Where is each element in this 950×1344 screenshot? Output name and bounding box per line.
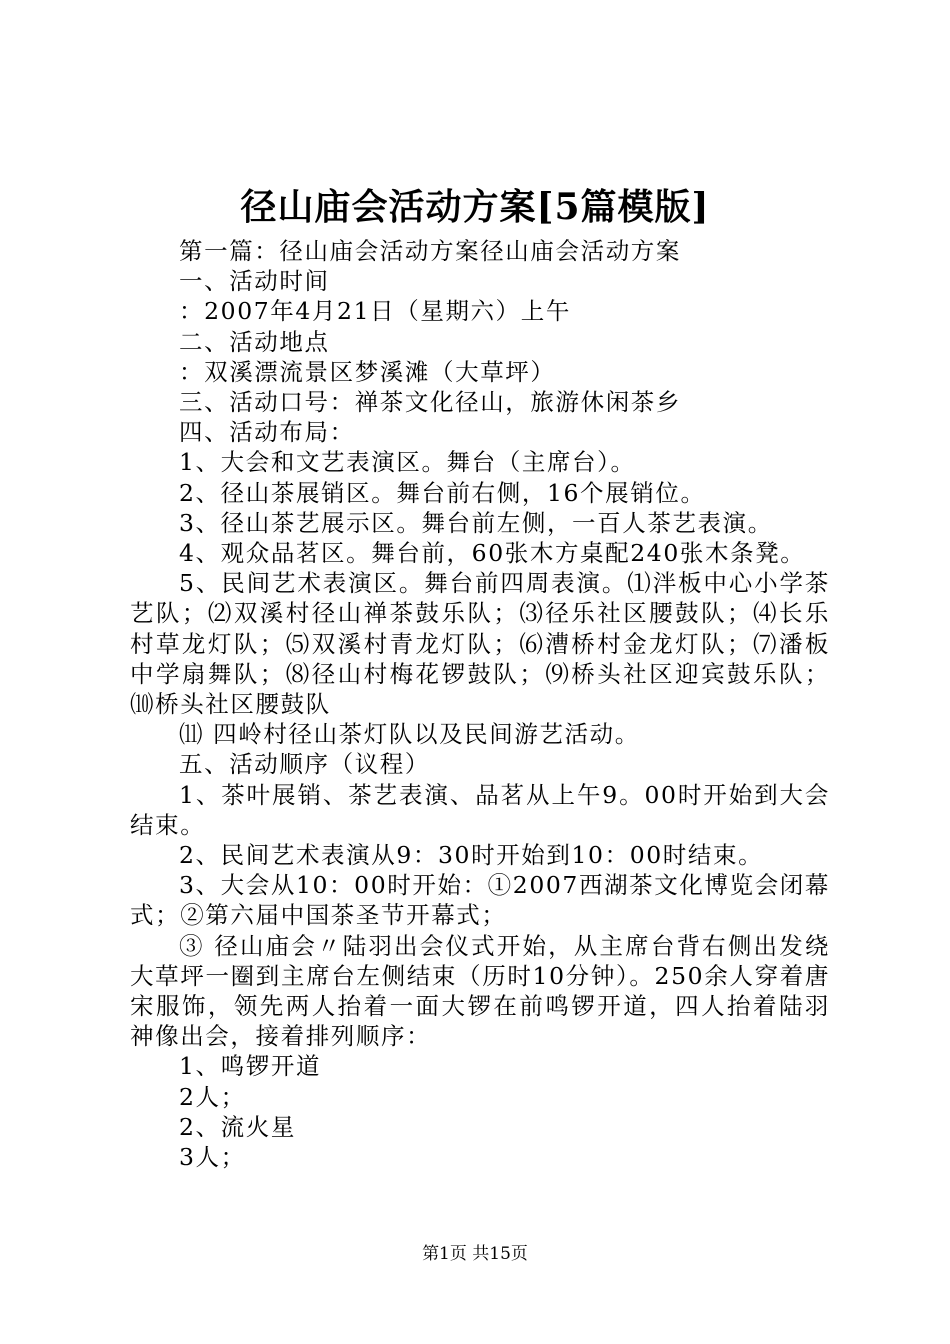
paragraph: 2、民间艺术表演从9：30时开始到10：00时结束。 (179, 841, 764, 870)
paragraph: 三、活动口号：禅茶文化径山，旅游休闲茶乡 (179, 388, 681, 417)
paragraph: ：2007年4月21日（星期六）上午 (179, 297, 571, 326)
paragraph: 1、鸣锣开道 (179, 1052, 322, 1081)
paragraph: 二、活动地点 (179, 327, 330, 356)
paragraph: 5、民间艺术表演区。舞台前四周表演。⑴泮板中心小学茶艺队；⑵双溪村径山禅茶鼓乐队；⑶径乐社区腰鼓队；⑷长乐村草龙灯队；⑸双溪村青龙灯队；⑹漕桥村金龙灯队；⑺潘板中学扇舞队；⑻径山村梅花锣鼓队；⑼桥头社区迎宾鼓乐队；⑽桥头社区腰鼓队 (130, 569, 830, 719)
page-number-footer: 第1页 共15页 (422, 1244, 528, 1264)
paragraph: 四、活动布局： (179, 418, 355, 447)
paragraph: ⑾ 四岭村径山茶灯队以及民间游艺活动。 (179, 720, 640, 749)
paragraph: 3、径山茶艺展示区。舞台前左侧，一百人茶艺表演。 (179, 508, 773, 537)
paragraph: 1、茶叶展销、茶艺表演、品茗从上午9。00时开始到大会结束。 (130, 780, 830, 839)
paragraph: 1、大会和文艺表演区。舞台（主席台）。 (179, 448, 636, 477)
document-body (130, 236, 830, 1172)
document-title: 径山庙会活动方案[5篇模版] (240, 186, 710, 228)
paragraph: 3、大会从10：00时开始：①2007西湖茶文化博览会闭幕式；②第六届中国茶圣节开幕式； (130, 871, 830, 930)
paragraph: 3人； (179, 1143, 246, 1172)
paragraph: 4、观众品茗区。舞台前，60张木方桌配240张木条凳。 (179, 539, 806, 568)
paragraph: ③ 径山庙会〃陆羽出会仪式开始，从主席台背右侧出发绕大草坪一圈到主席台左侧结束（历时10分钟）。250余人穿着唐宋服饰，领先两人抬着一面大锣在前鸣锣开道，四人抬着陆羽神像出会，接着排列顺序： (130, 931, 830, 1051)
paragraph: ：双溪漂流景区梦溪滩（大草坪） (179, 357, 556, 386)
paragraph: 2人； (179, 1082, 246, 1111)
paragraph: 2、流火星 (179, 1112, 296, 1141)
paragraph: 2、径山茶展销区。舞台前右侧，16个展销位。 (179, 478, 706, 507)
paragraph: 第一篇：径山庙会活动方案径山庙会活动方案 (179, 237, 681, 265)
paragraph: 一、活动时间 (179, 267, 330, 296)
paragraph: 五、活动顺序（议程） (179, 750, 430, 779)
